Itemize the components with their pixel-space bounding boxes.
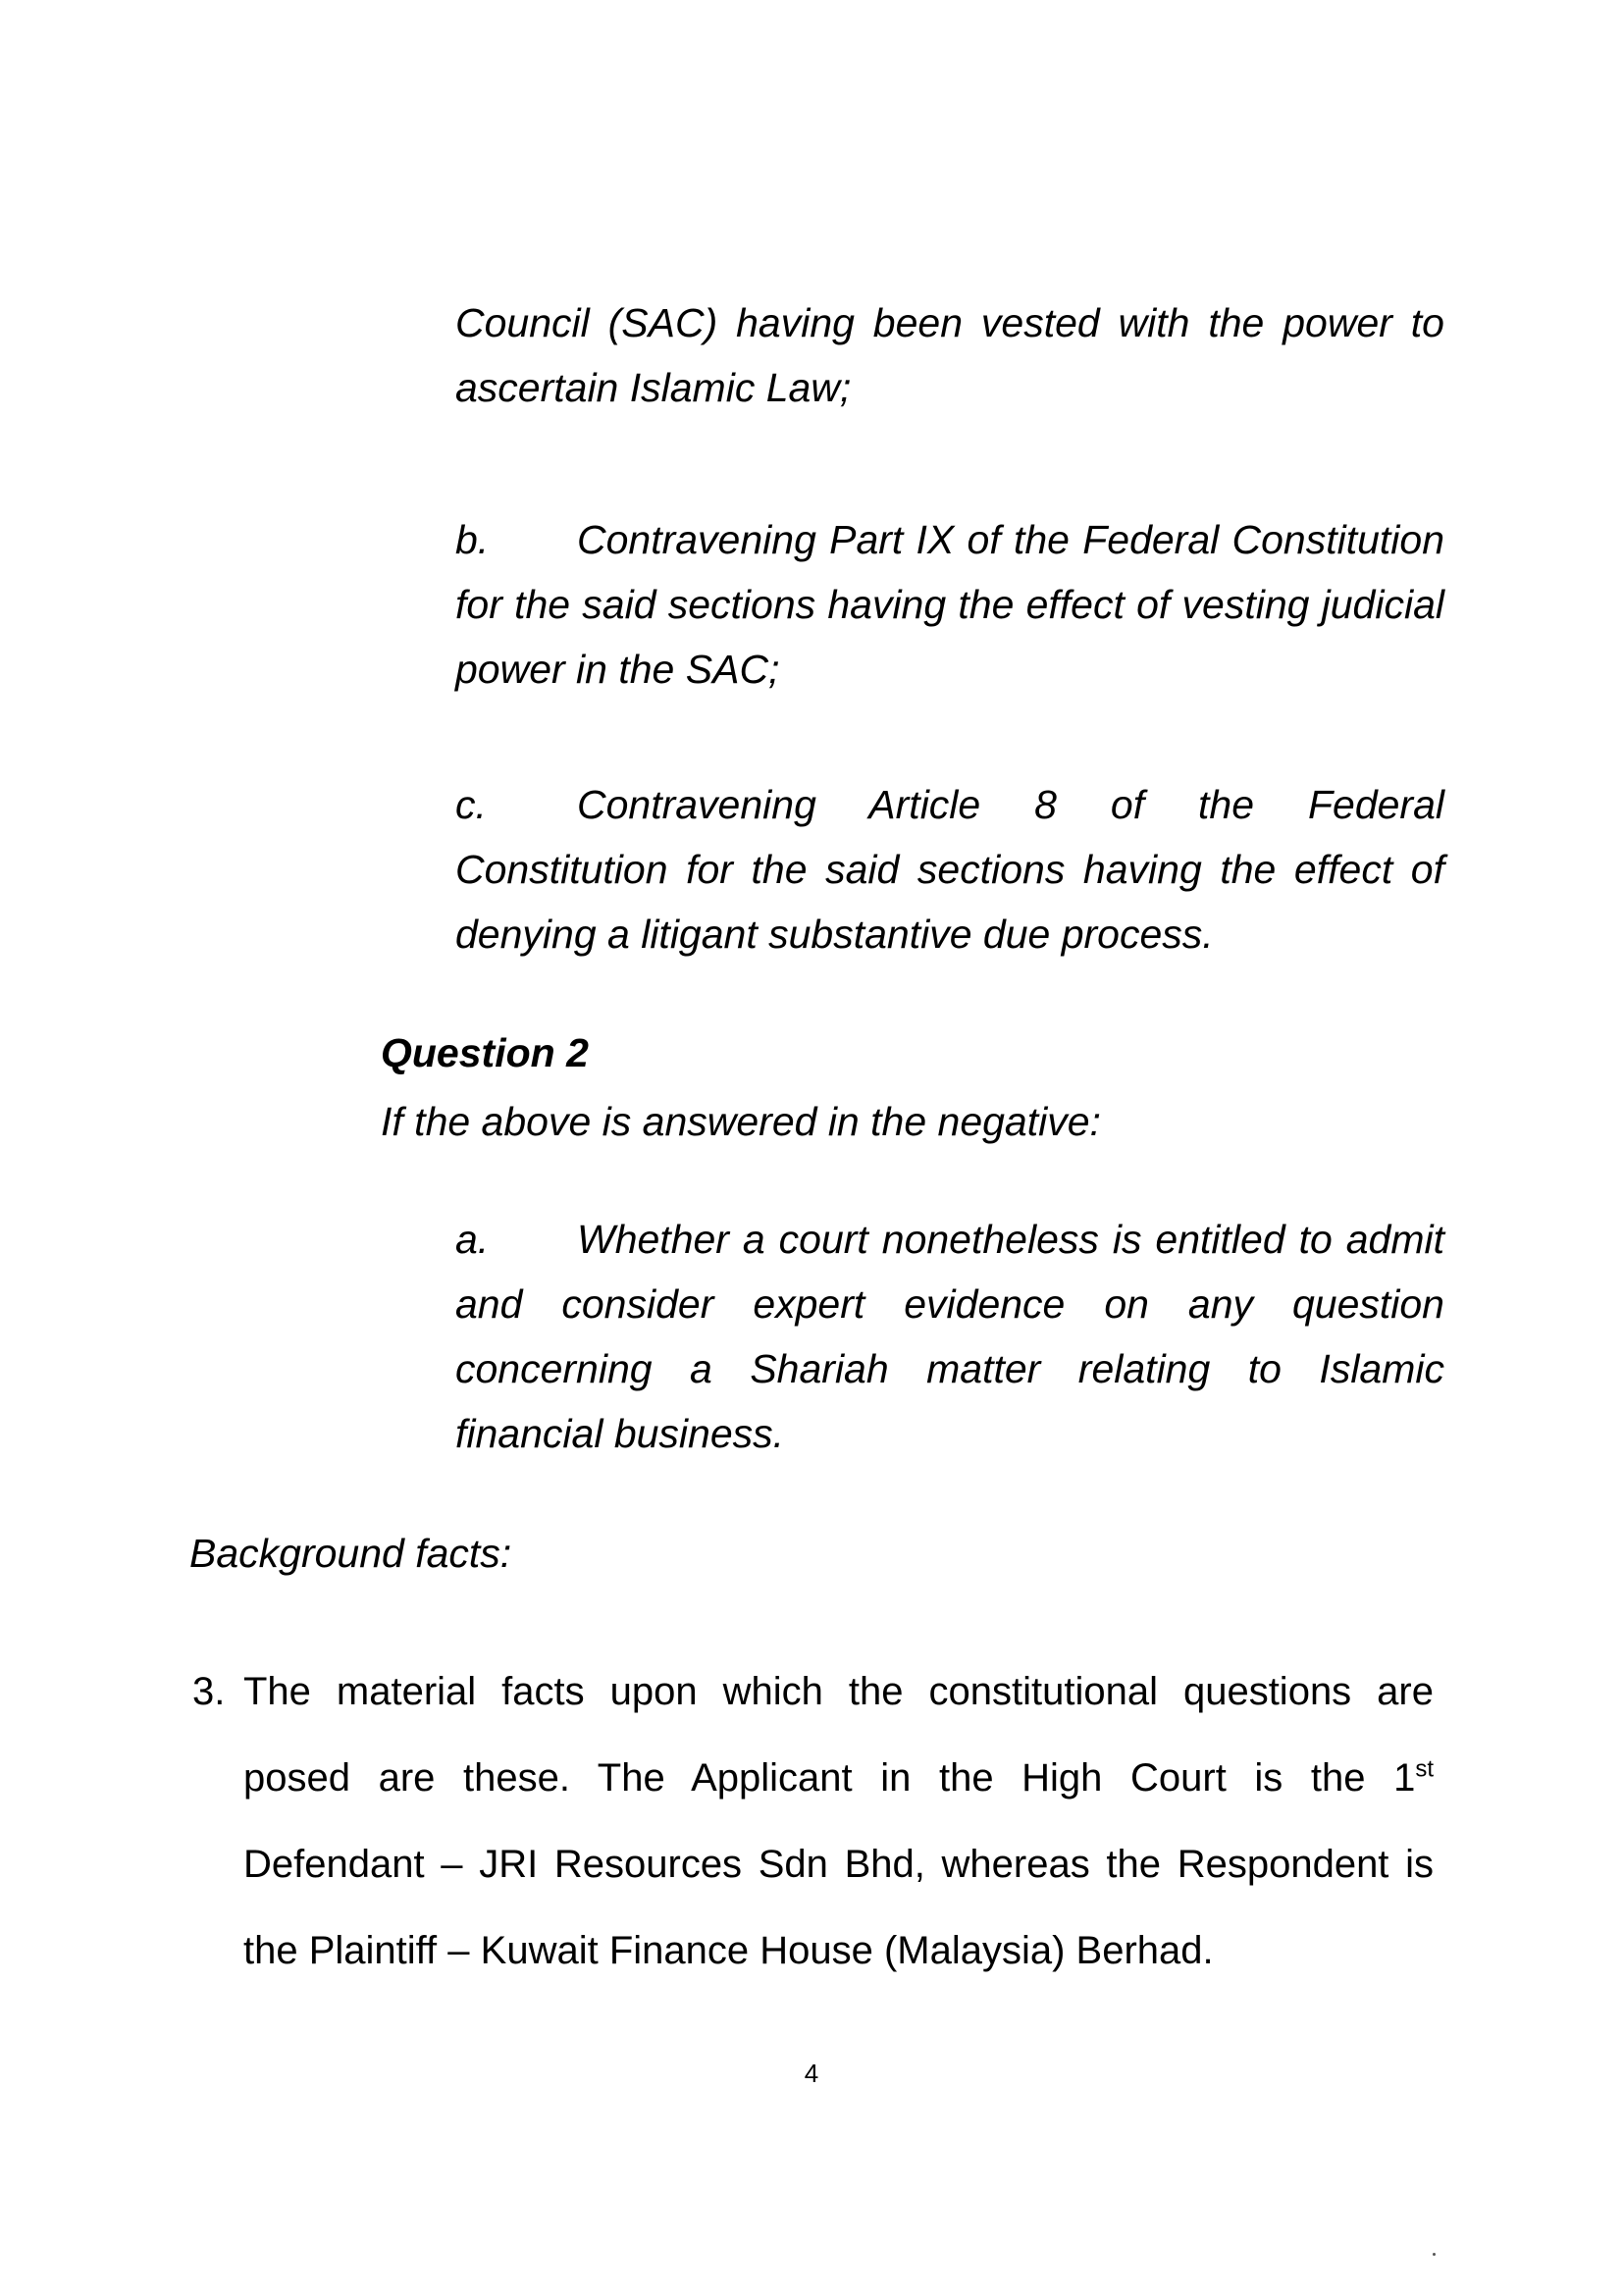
paragraph-3 [192, 1648, 1448, 1994]
continuation-line: Council (SAC) having been vested with the power to [455, 300, 1444, 345]
list-item-letter: a. [455, 1217, 490, 1262]
list-item-line: Contravening Part IX of the Federal Constitution [577, 517, 1444, 562]
question-intro: If the above is answered in the negative: [381, 1099, 1101, 1144]
list-item-b [455, 507, 1444, 702]
list-item-line: Constitution for the said sections having the effect of [455, 847, 1444, 892]
list-item-line: Contravening Article 8 of the Federal [577, 782, 1444, 827]
list-item-a [455, 1207, 1444, 1466]
list-item-line: concerning a Shariah matter relating to Islamic [455, 1346, 1444, 1391]
page-number: 4 [804, 2059, 819, 2088]
list-item-line: power in the SAC; [455, 647, 780, 692]
list-item-line: denying a litigant substantive due process. [455, 912, 1214, 957]
scan-speck [1433, 2253, 1436, 2256]
list-item-letter: b. [455, 517, 490, 562]
section-heading: Background facts: [189, 1531, 512, 1576]
list-item-letter: c. [455, 782, 487, 827]
paragraph-body [243, 1648, 1434, 1994]
list-item-line: financial business. [455, 1411, 785, 1456]
continuation-line: ascertain Islamic Law; [455, 365, 852, 410]
paragraph-text-part2: Defendant – JRI Resources Sdn Bhd, whereas the Respondent is the Plaintiff – Kuwait Finance House (Malaysia) Berhad. [243, 1843, 1434, 1972]
list-item-line: Whether a court nonetheless is entitled to admit [577, 1217, 1444, 1262]
paragraph-number: 3. [192, 1670, 226, 1713]
continuation-text [455, 290, 1444, 420]
question-heading: Question 2 [381, 1030, 589, 1075]
paragraph-text-part1: The material facts upon which the constitutional questions are posed are these. The Applicant in the High Court is the 1 [243, 1670, 1434, 1800]
list-item-c [455, 772, 1444, 966]
ordinal-superscript: st [1415, 1755, 1434, 1783]
list-item-line: for the said sections having the effect of vesting judicial [455, 582, 1444, 627]
list-item-line: and consider expert evidence on any question [455, 1281, 1444, 1327]
